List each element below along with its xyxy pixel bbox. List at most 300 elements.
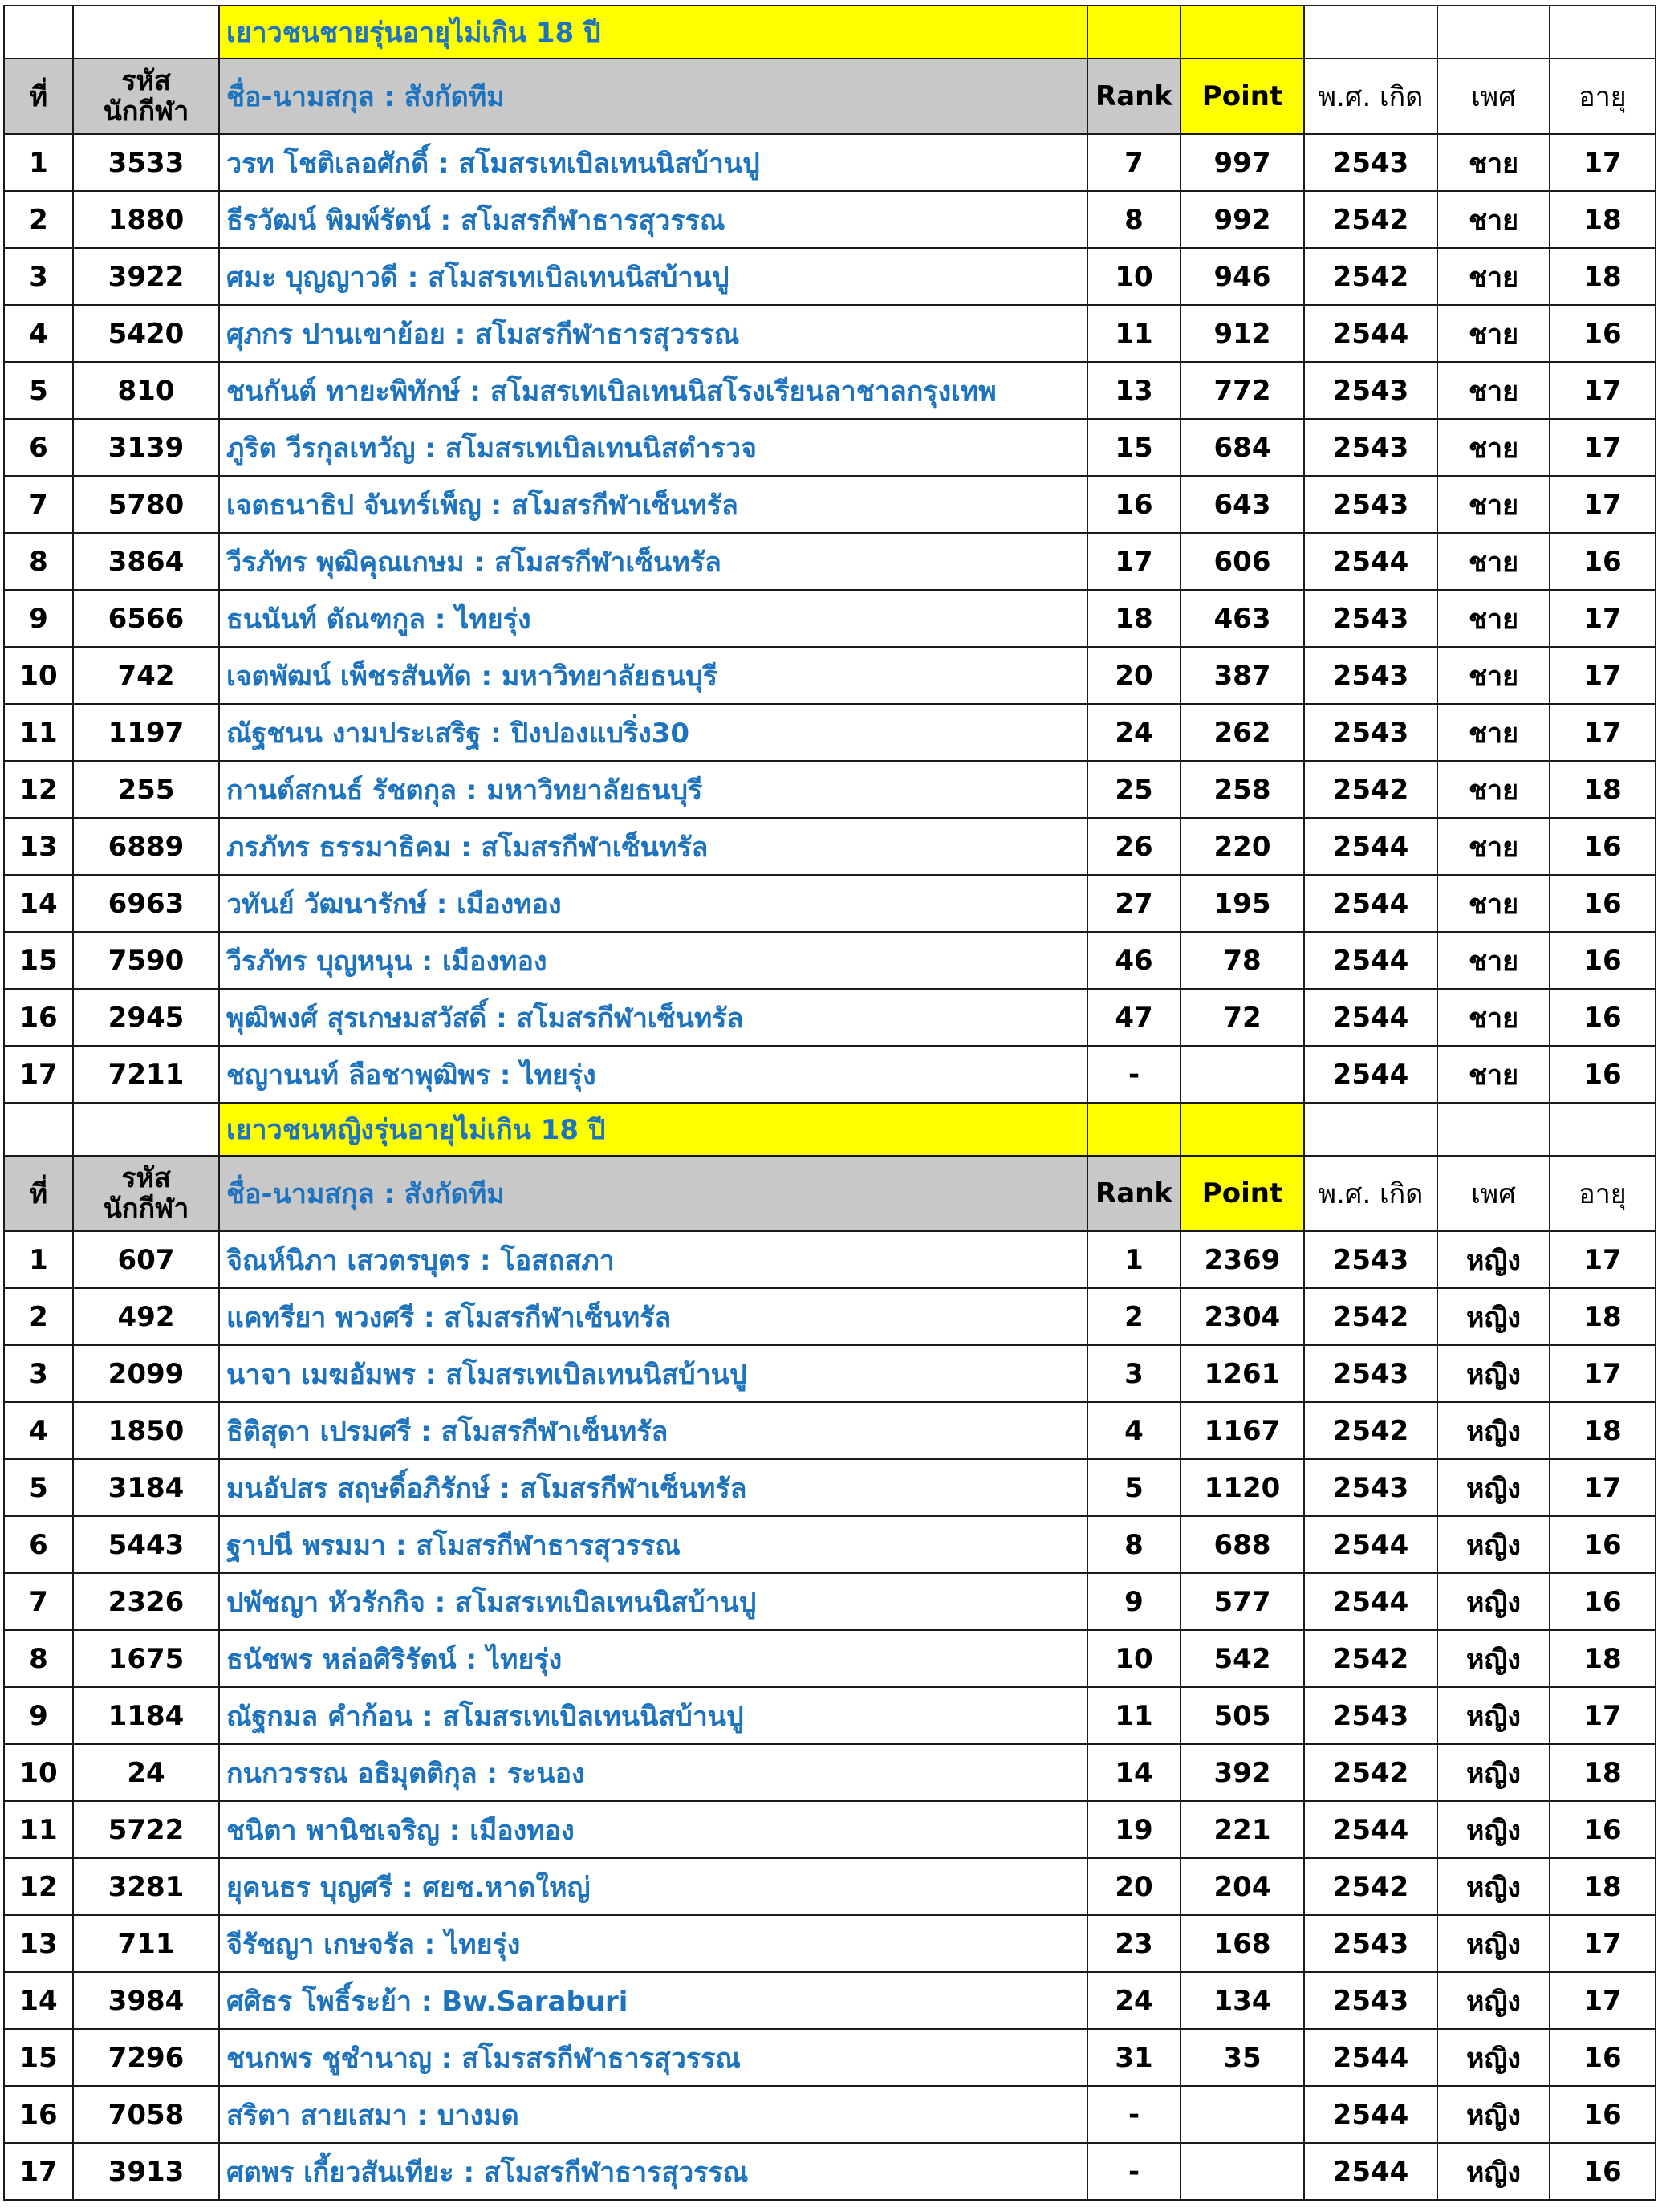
cell-no: 9 (4, 1687, 73, 1744)
cell-no: 3 (4, 248, 73, 305)
cell-name: ธนนันท์ ตัณฑกูล : ไทยรุ่ง (219, 590, 1087, 647)
cell-rank: 10 (1087, 248, 1181, 305)
header-row (4, 59, 1656, 134)
cell-rank: 31 (1087, 2029, 1181, 2086)
cell-no: 5 (4, 1459, 73, 1516)
cell-name: กานต์สกนธ์ รัชตกุล : มหาวิทยาลัยธนบุรี (219, 761, 1087, 818)
cell-name: เจตธนาธิป จันทร์เพ็ญ : สโมสรกีฬาเซ็นทรัล (219, 476, 1087, 533)
cell-rank: 11 (1087, 305, 1181, 362)
cell-age: 16 (1550, 1516, 1656, 1573)
blank-cell (1304, 1103, 1437, 1156)
cell-no: 12 (4, 761, 73, 818)
cell-point: 35 (1181, 2029, 1304, 2086)
cell-gender: ชาย (1437, 704, 1550, 761)
cell-name: พุฒิพงศ์ สุรเกษมสวัสดิ์ : สโมสรกีฬาเซ็นทรัล (219, 989, 1087, 1046)
cell-name: สริตา สายเสมา : บางมด (219, 2086, 1087, 2143)
cell-name: วีรภัทร พุฒิคุณเกษม : สโมสรกีฬาเซ็นทรัล (219, 533, 1087, 590)
cell-name: จีรัชญา เกษจรัล : ไทยรุ่ง (219, 1915, 1087, 1972)
blank-cell (4, 1103, 73, 1156)
header-name: ชื่อ-นามสกุล : สังกัดทีม (219, 59, 1087, 134)
cell-rank: 20 (1087, 1858, 1181, 1915)
ranking-table (3, 5, 1656, 2201)
cell-birth-year: 2543 (1304, 647, 1437, 704)
table-row (4, 1858, 1656, 1915)
cell-code: 3913 (73, 2143, 219, 2200)
table-row (4, 134, 1656, 191)
cell-birth-year: 2543 (1304, 1915, 1437, 1972)
cell-birth-year: 2544 (1304, 2086, 1437, 2143)
cell-age: 17 (1550, 362, 1656, 419)
cell-name: ธนัชพร หล่อศิริรัตน์ : ไทยรุ่ง (219, 1630, 1087, 1687)
cell-point: 1167 (1181, 1402, 1304, 1459)
cell-rank: 18 (1087, 590, 1181, 647)
cell-no: 1 (4, 1231, 73, 1288)
cell-gender: ชาย (1437, 362, 1550, 419)
cell-code: 1675 (73, 1630, 219, 1687)
cell-no: 8 (4, 1630, 73, 1687)
cell-rank: 8 (1087, 191, 1181, 248)
cell-point (1181, 2143, 1304, 2200)
cell-age: 16 (1550, 989, 1656, 1046)
cell-code: 3984 (73, 1972, 219, 2029)
cell-point: 606 (1181, 533, 1304, 590)
cell-age: 16 (1550, 2029, 1656, 2086)
cell-point: 577 (1181, 1573, 1304, 1630)
header-no: ที่ (4, 59, 73, 134)
cell-gender: ชาย (1437, 761, 1550, 818)
blank-cell (1437, 6, 1550, 59)
blank-cell (1087, 1103, 1181, 1156)
cell-code: 7058 (73, 2086, 219, 2143)
cell-no: 6 (4, 419, 73, 476)
section-title: เยาวชนหญิงรุ่นอายุไม่เกิน 18 ปี (219, 1103, 1087, 1156)
cell-age: 18 (1550, 1402, 1656, 1459)
cell-age: 17 (1550, 647, 1656, 704)
cell-age: 17 (1550, 1915, 1656, 1972)
cell-birth-year: 2543 (1304, 1687, 1437, 1744)
table-row (4, 590, 1656, 647)
cell-gender: หญิง (1437, 1345, 1550, 1402)
header-gender: เพศ (1437, 59, 1550, 134)
cell-birth-year: 2542 (1304, 1402, 1437, 1459)
cell-code: 7590 (73, 932, 219, 989)
cell-name: ฐาปนี พรมมา : สโมสรกีฬาธารสุวรรณ (219, 1516, 1087, 1573)
cell-no: 12 (4, 1858, 73, 1915)
table-row (4, 1801, 1656, 1858)
cell-no: 8 (4, 533, 73, 590)
cell-name: ชนกพร ชูชำนาญ : สโมรสรกีฬาธารสุวรรณ (219, 2029, 1087, 2086)
cell-rank: 46 (1087, 932, 1181, 989)
cell-no: 4 (4, 305, 73, 362)
cell-rank: 26 (1087, 818, 1181, 875)
table-row (4, 932, 1656, 989)
table-row (4, 362, 1656, 419)
table-row (4, 1459, 1656, 1516)
table-row (4, 761, 1656, 818)
cell-gender: หญิง (1437, 1687, 1550, 1744)
cell-name: ธีรวัฒน์ พิมพ์รัตน์ : สโมสรกีฬาธารสุวรรณ (219, 191, 1087, 248)
cell-gender: ชาย (1437, 989, 1550, 1046)
blank-cell (4, 6, 73, 59)
cell-name: วีรภัทร บุญหนุน : เมืองทอง (219, 932, 1087, 989)
cell-age: 17 (1550, 476, 1656, 533)
cell-code: 3281 (73, 1858, 219, 1915)
cell-gender: หญิง (1437, 1231, 1550, 1288)
cell-point (1181, 1046, 1304, 1103)
cell-point (1181, 2086, 1304, 2143)
cell-age: 18 (1550, 761, 1656, 818)
cell-birth-year: 2544 (1304, 1516, 1437, 1573)
cell-gender: ชาย (1437, 476, 1550, 533)
cell-gender: หญิง (1437, 2086, 1550, 2143)
cell-point: 78 (1181, 932, 1304, 989)
table-row (4, 1402, 1656, 1459)
cell-birth-year: 2544 (1304, 1801, 1437, 1858)
cell-point: 195 (1181, 875, 1304, 932)
cell-rank: 13 (1087, 362, 1181, 419)
cell-age: 16 (1550, 818, 1656, 875)
cell-rank: 9 (1087, 1573, 1181, 1630)
header-birth-year: พ.ศ. เกิด (1304, 1156, 1437, 1231)
cell-no: 17 (4, 2143, 73, 2200)
section-title: เยาวชนชายรุ่นอายุไม่เกิน 18 ปี (219, 6, 1087, 59)
cell-point: 684 (1181, 419, 1304, 476)
cell-rank: 23 (1087, 1915, 1181, 1972)
cell-gender: ชาย (1437, 533, 1550, 590)
cell-name: ศุภกร ปานเขาย้อย : สโมสรกีฬาธารสุวรรณ (219, 305, 1087, 362)
cell-gender: หญิง (1437, 1744, 1550, 1801)
cell-name: กนกวรรณ อธิมุตติกุล : ระนอง (219, 1744, 1087, 1801)
table-row (4, 2029, 1656, 2086)
cell-code: 5780 (73, 476, 219, 533)
cell-gender: หญิง (1437, 1630, 1550, 1687)
cell-rank: 27 (1087, 875, 1181, 932)
cell-gender: ชาย (1437, 590, 1550, 647)
cell-name: ศตพร เกี้ยวสันเทียะ : สโมสรกีฬาธารสุวรรณ (219, 2143, 1087, 2200)
cell-age: 18 (1550, 191, 1656, 248)
table-row (4, 875, 1656, 932)
cell-gender: หญิง (1437, 1288, 1550, 1345)
cell-code: 5722 (73, 1801, 219, 1858)
table-row (4, 1744, 1656, 1801)
cell-rank: 19 (1087, 1801, 1181, 1858)
table-row (4, 818, 1656, 875)
cell-name: ณัฐกมล คำก้อน : สโมสรเทเบิลเทนนิสบ้านปู (219, 1687, 1087, 1744)
cell-code: 3864 (73, 533, 219, 590)
cell-rank: 25 (1087, 761, 1181, 818)
cell-gender: ชาย (1437, 818, 1550, 875)
cell-age: 16 (1550, 2143, 1656, 2200)
cell-rank: 24 (1087, 1972, 1181, 2029)
header-code-line2: นักกีฬา (103, 1193, 189, 1225)
header-code-line1: รหัส (121, 65, 171, 97)
cell-code: 711 (73, 1915, 219, 1972)
table-row (4, 1915, 1656, 1972)
cell-code: 3533 (73, 134, 219, 191)
cell-no: 14 (4, 875, 73, 932)
cell-age: 17 (1550, 134, 1656, 191)
table-row (4, 2143, 1656, 2200)
cell-point: 2369 (1181, 1231, 1304, 1288)
header-name: ชื่อ-นามสกุล : สังกัดทีม (219, 1156, 1087, 1231)
cell-name: ปพัชญา หัวรักกิจ : สโมสรเทเบิลเทนนิสบ้านปู (219, 1573, 1087, 1630)
cell-age: 16 (1550, 1573, 1656, 1630)
table-row (4, 1687, 1656, 1744)
cell-point: 997 (1181, 134, 1304, 191)
cell-birth-year: 2542 (1304, 1744, 1437, 1801)
cell-no: 16 (4, 989, 73, 1046)
cell-code: 607 (73, 1231, 219, 1288)
header-code (73, 1156, 219, 1231)
cell-rank: 14 (1087, 1744, 1181, 1801)
cell-birth-year: 2542 (1304, 248, 1437, 305)
cell-rank: 15 (1087, 419, 1181, 476)
table-row (4, 989, 1656, 1046)
cell-gender: หญิง (1437, 1915, 1550, 1972)
cell-no: 7 (4, 1573, 73, 1630)
cell-code: 24 (73, 1744, 219, 1801)
table-row (4, 1046, 1656, 1103)
cell-point: 392 (1181, 1744, 1304, 1801)
table-row (4, 1288, 1656, 1345)
table-row (4, 1630, 1656, 1687)
cell-birth-year: 2542 (1304, 1858, 1437, 1915)
cell-rank: 5 (1087, 1459, 1181, 1516)
cell-gender: หญิง (1437, 1573, 1550, 1630)
cell-birth-year: 2543 (1304, 704, 1437, 761)
cell-no: 9 (4, 590, 73, 647)
cell-birth-year: 2544 (1304, 2029, 1437, 2086)
cell-birth-year: 2543 (1304, 134, 1437, 191)
cell-code: 1184 (73, 1687, 219, 1744)
cell-point: 168 (1181, 1915, 1304, 1972)
table-row (4, 1573, 1656, 1630)
cell-name: ชนิตา พานิชเจริญ : เมืองทอง (219, 1801, 1087, 1858)
cell-rank: 2 (1087, 1288, 1181, 1345)
cell-birth-year: 2544 (1304, 1046, 1437, 1103)
cell-gender: หญิง (1437, 2143, 1550, 2200)
table-row (4, 1516, 1656, 1573)
cell-gender: ชาย (1437, 248, 1550, 305)
header-age: อายุ (1550, 1156, 1656, 1231)
cell-no: 1 (4, 134, 73, 191)
cell-age: 17 (1550, 590, 1656, 647)
cell-birth-year: 2544 (1304, 1573, 1437, 1630)
cell-no: 3 (4, 1345, 73, 1402)
cell-code: 3184 (73, 1459, 219, 1516)
cell-gender: ชาย (1437, 647, 1550, 704)
cell-rank: 16 (1087, 476, 1181, 533)
table-row (4, 704, 1656, 761)
table-row (4, 248, 1656, 305)
table-body (4, 6, 1656, 2200)
cell-birth-year: 2543 (1304, 590, 1437, 647)
section-title-row (4, 1103, 1656, 1156)
cell-birth-year: 2543 (1304, 1231, 1437, 1288)
cell-name: ภูริต วีรกุลเทวัญ : สโมสรเทเบิลเทนนิสตำรวจ (219, 419, 1087, 476)
cell-rank: 24 (1087, 704, 1181, 761)
cell-no: 6 (4, 1516, 73, 1573)
cell-birth-year: 2543 (1304, 1459, 1437, 1516)
cell-birth-year: 2544 (1304, 932, 1437, 989)
header-point: Point (1181, 1156, 1304, 1231)
cell-code: 6566 (73, 590, 219, 647)
cell-no: 4 (4, 1402, 73, 1459)
cell-name: ชญานนท์ ลือชาพุฒิพร : ไทยรุ่ง (219, 1046, 1087, 1103)
blank-cell (1550, 1103, 1656, 1156)
cell-birth-year: 2543 (1304, 419, 1437, 476)
cell-code: 1850 (73, 1402, 219, 1459)
cell-gender: ชาย (1437, 419, 1550, 476)
cell-no: 15 (4, 2029, 73, 2086)
cell-gender: ชาย (1437, 875, 1550, 932)
cell-age: 18 (1550, 248, 1656, 305)
cell-gender: หญิง (1437, 1972, 1550, 2029)
cell-age: 17 (1550, 1972, 1656, 2029)
cell-code: 2326 (73, 1573, 219, 1630)
cell-birth-year: 2542 (1304, 1288, 1437, 1345)
cell-no: 17 (4, 1046, 73, 1103)
cell-no: 14 (4, 1972, 73, 2029)
header-birth-year: พ.ศ. เกิด (1304, 59, 1437, 134)
table-row (4, 1345, 1656, 1402)
cell-point: 220 (1181, 818, 1304, 875)
header-gender: เพศ (1437, 1156, 1550, 1231)
cell-gender: ชาย (1437, 134, 1550, 191)
cell-point: 1120 (1181, 1459, 1304, 1516)
cell-age: 16 (1550, 1046, 1656, 1103)
table-row (4, 1972, 1656, 2029)
cell-rank: 47 (1087, 989, 1181, 1046)
cell-code: 810 (73, 362, 219, 419)
cell-point: 72 (1181, 989, 1304, 1046)
cell-no: 2 (4, 1288, 73, 1345)
cell-code: 5420 (73, 305, 219, 362)
cell-no: 13 (4, 1915, 73, 1972)
header-point: Point (1181, 59, 1304, 134)
cell-code: 2099 (73, 1345, 219, 1402)
cell-no: 15 (4, 932, 73, 989)
blank-cell (1181, 6, 1304, 59)
header-code (73, 59, 219, 134)
cell-code: 255 (73, 761, 219, 818)
cell-code: 492 (73, 1288, 219, 1345)
blank-cell (1304, 6, 1437, 59)
cell-name: จิณห์นิภา เสวตรบุตร : โอสถสภา (219, 1231, 1087, 1288)
cell-code: 7211 (73, 1046, 219, 1103)
cell-no: 11 (4, 704, 73, 761)
table-row (4, 476, 1656, 533)
cell-rank: 7 (1087, 134, 1181, 191)
cell-no: 7 (4, 476, 73, 533)
header-row (4, 1156, 1656, 1231)
cell-age: 17 (1550, 704, 1656, 761)
cell-rank: 11 (1087, 1687, 1181, 1744)
blank-cell (73, 1103, 219, 1156)
cell-gender: หญิง (1437, 2029, 1550, 2086)
cell-age: 18 (1550, 1744, 1656, 1801)
cell-no: 13 (4, 818, 73, 875)
cell-gender: ชาย (1437, 191, 1550, 248)
cell-birth-year: 2542 (1304, 761, 1437, 818)
cell-code: 6889 (73, 818, 219, 875)
cell-name: เจตพัฒน์ เพ็ชรสันทัด : มหาวิทยาลัยธนบุรี (219, 647, 1087, 704)
cell-age: 16 (1550, 875, 1656, 932)
cell-birth-year: 2542 (1304, 1630, 1437, 1687)
cell-point: 134 (1181, 1972, 1304, 2029)
cell-birth-year: 2543 (1304, 1972, 1437, 2029)
table-row (4, 647, 1656, 704)
cell-point: 463 (1181, 590, 1304, 647)
cell-age: 17 (1550, 1687, 1656, 1744)
blank-cell (73, 6, 219, 59)
cell-no: 11 (4, 1801, 73, 1858)
cell-point: 1261 (1181, 1345, 1304, 1402)
cell-no: 10 (4, 647, 73, 704)
cell-point: 258 (1181, 761, 1304, 818)
cell-name: ภรภัทร ธรรมาธิคม : สโมสรกีฬาเซ็นทรัล (219, 818, 1087, 875)
cell-code: 7296 (73, 2029, 219, 2086)
header-no: ที่ (4, 1156, 73, 1231)
cell-birth-year: 2544 (1304, 305, 1437, 362)
cell-name: มนอัปสร สฤษดิ์อภิรักษ์ : สโมสรกีฬาเซ็นทรัล (219, 1459, 1087, 1516)
cell-name: วทันย์ วัฒนารักษ์ : เมืองทอง (219, 875, 1087, 932)
cell-code: 6963 (73, 875, 219, 932)
cell-rank: - (1087, 1046, 1181, 1103)
cell-point: 505 (1181, 1687, 1304, 1744)
cell-rank: 17 (1087, 533, 1181, 590)
cell-birth-year: 2544 (1304, 989, 1437, 1046)
cell-age: 16 (1550, 932, 1656, 989)
cell-code: 1880 (73, 191, 219, 248)
cell-gender: หญิง (1437, 1459, 1550, 1516)
cell-point: 772 (1181, 362, 1304, 419)
cell-age: 17 (1550, 1345, 1656, 1402)
cell-rank: 20 (1087, 647, 1181, 704)
cell-birth-year: 2543 (1304, 1345, 1437, 1402)
cell-name: ชนกันต์ ทายะพิทักษ์ : สโมสรเทเบิลเทนนิสโรงเรียนลาชาลกรุงเทพ (219, 362, 1087, 419)
cell-age: 16 (1550, 533, 1656, 590)
cell-age: 17 (1550, 1459, 1656, 1516)
cell-age: 18 (1550, 1288, 1656, 1345)
cell-age: 16 (1550, 2086, 1656, 2143)
cell-birth-year: 2544 (1304, 818, 1437, 875)
header-code-line2: นักกีฬา (103, 96, 189, 128)
cell-name: ธิติสุดา เปรมศรี : สโมสรกีฬาเซ็นทรัล (219, 1402, 1087, 1459)
cell-code: 2945 (73, 989, 219, 1046)
table-row (4, 419, 1656, 476)
cell-rank: 3 (1087, 1345, 1181, 1402)
cell-birth-year: 2544 (1304, 533, 1437, 590)
cell-name: ณัฐชนน งามประเสริฐ : ปิงปองแบริ่ง30 (219, 704, 1087, 761)
blank-cell (1437, 1103, 1550, 1156)
cell-age: 18 (1550, 1630, 1656, 1687)
cell-point: 688 (1181, 1516, 1304, 1573)
cell-birth-year: 2544 (1304, 2143, 1437, 2200)
cell-gender: ชาย (1437, 932, 1550, 989)
cell-gender: ชาย (1437, 1046, 1550, 1103)
cell-rank: 1 (1087, 1231, 1181, 1288)
table-row (4, 533, 1656, 590)
table-row (4, 1231, 1656, 1288)
cell-code: 1197 (73, 704, 219, 761)
cell-point: 2304 (1181, 1288, 1304, 1345)
cell-gender: หญิง (1437, 1801, 1550, 1858)
cell-birth-year: 2543 (1304, 362, 1437, 419)
cell-code: 742 (73, 647, 219, 704)
header-rank: Rank (1087, 1156, 1181, 1231)
table-row (4, 305, 1656, 362)
